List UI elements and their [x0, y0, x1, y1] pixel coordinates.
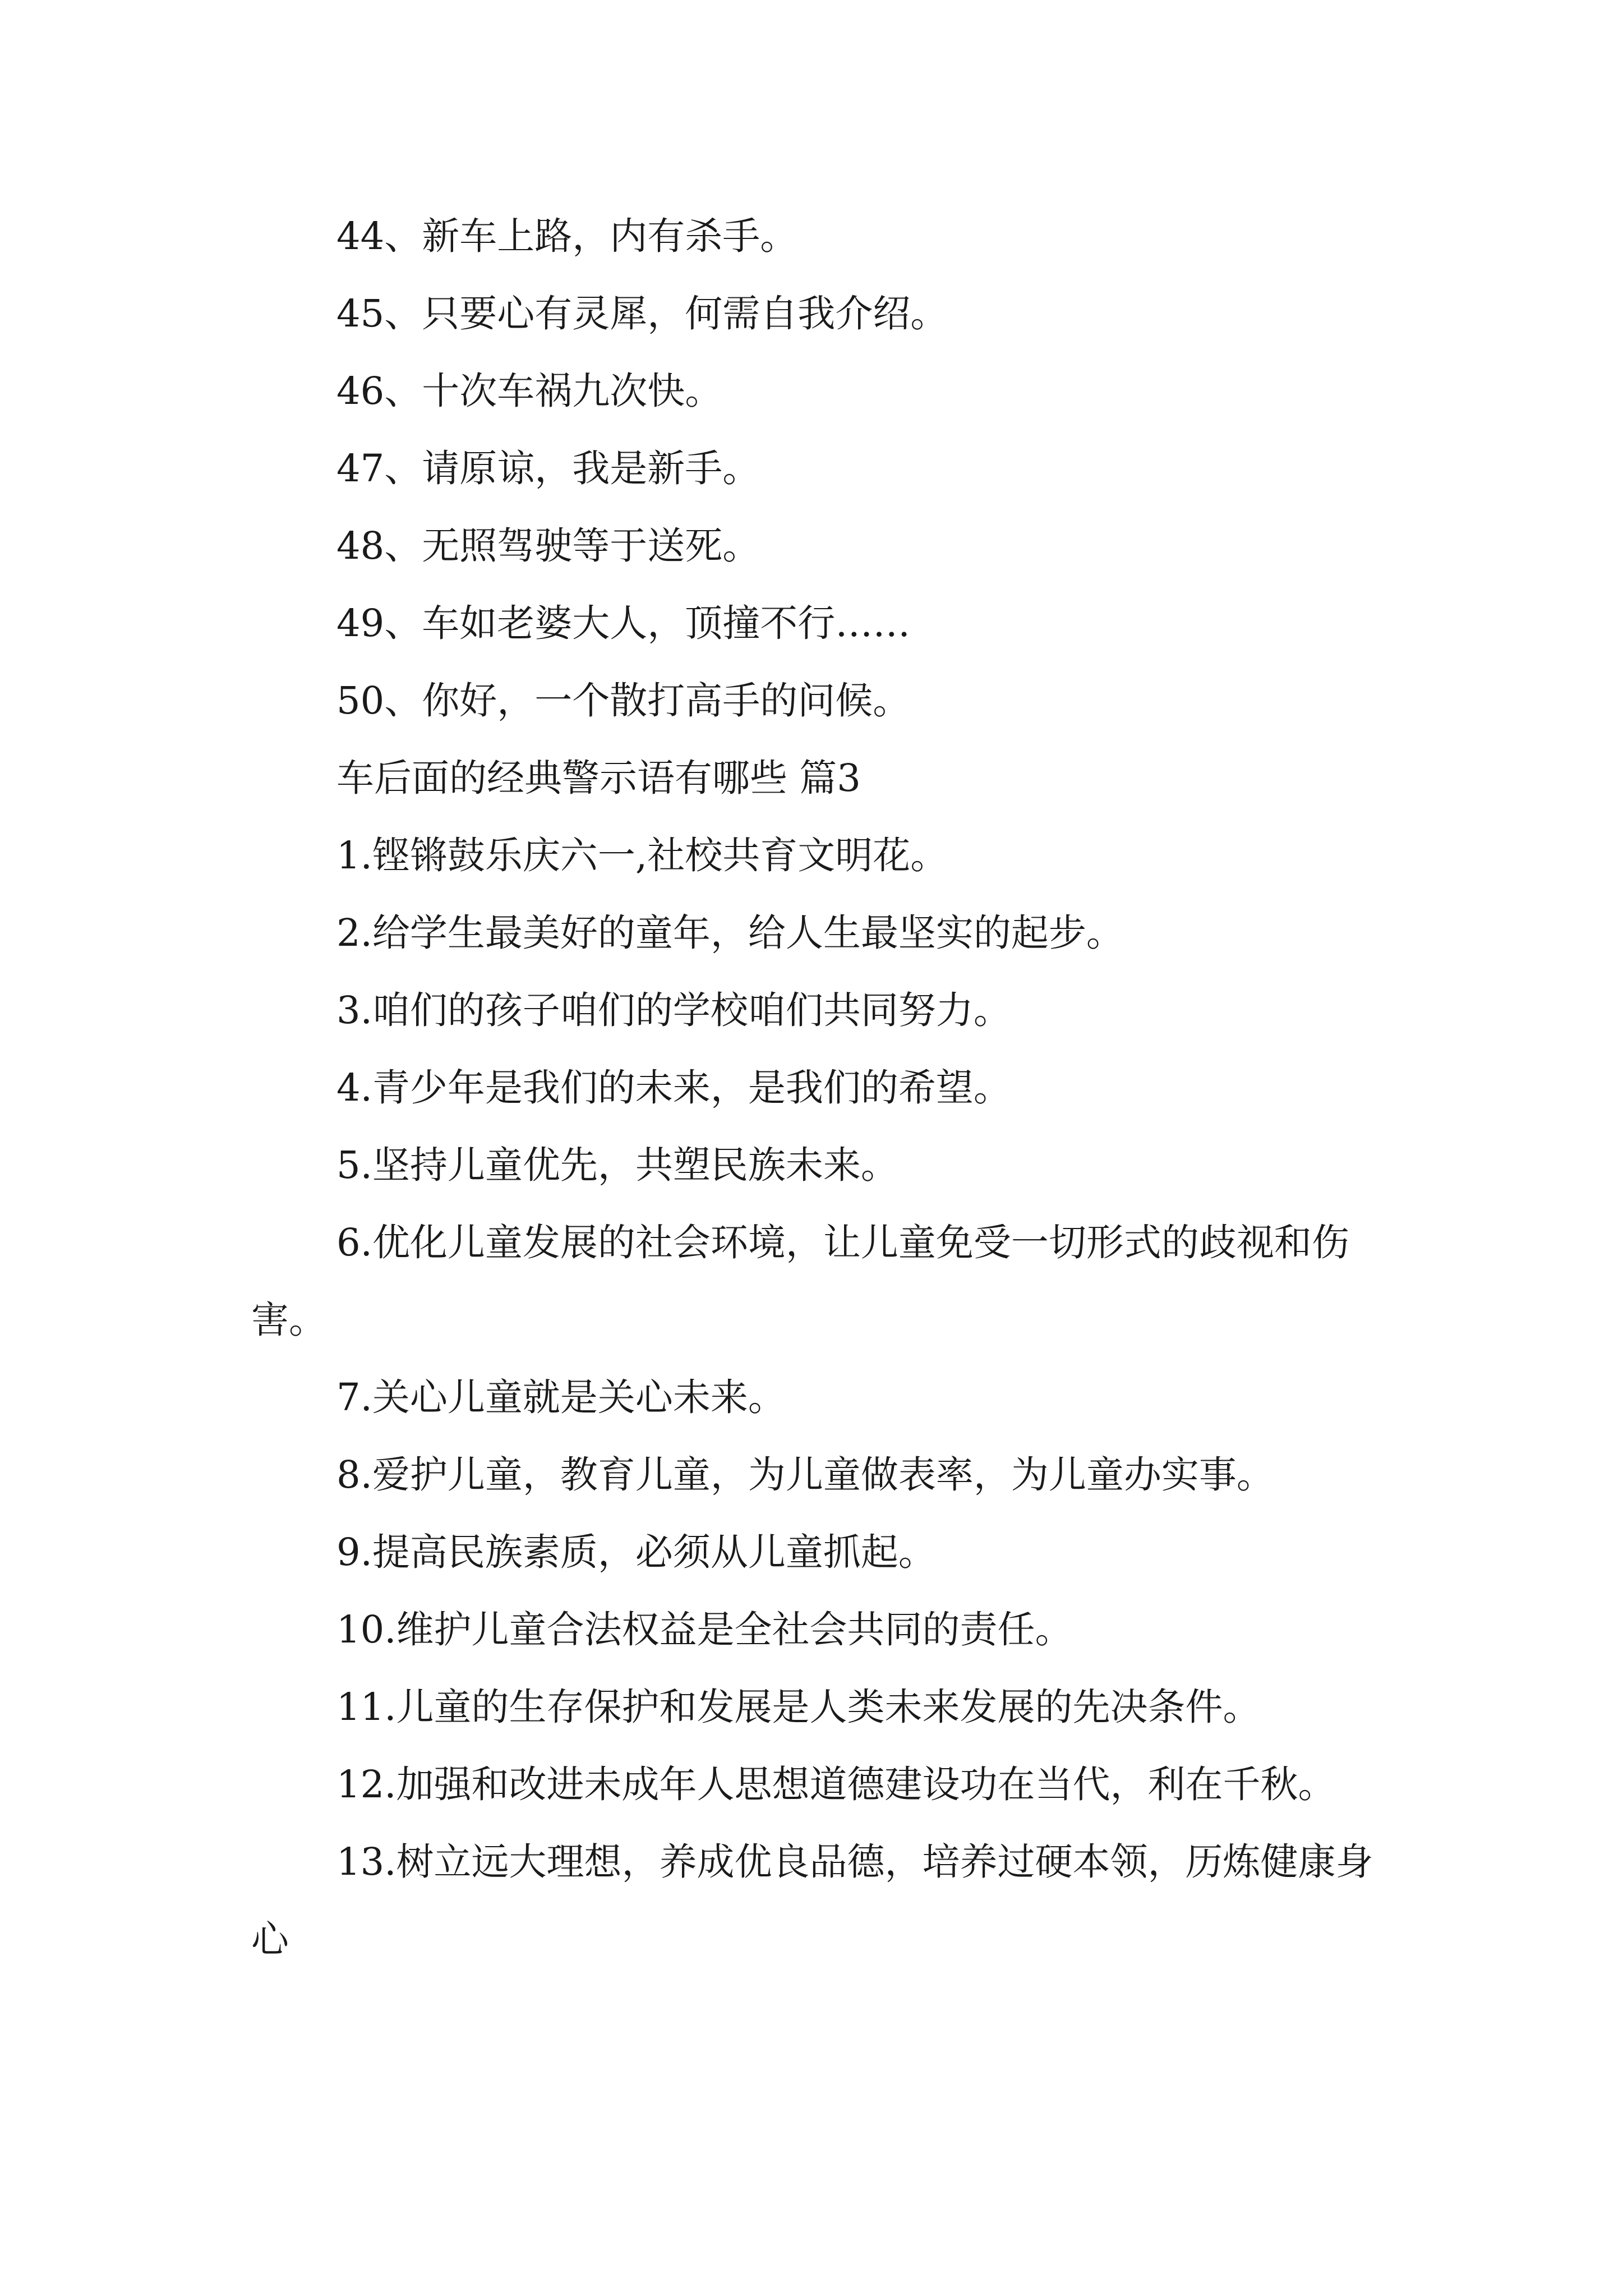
slogan-3: 3.咱们的孩子咱们的学校咱们共同努力。: [336, 988, 1011, 1032]
text-line-47: 47、请原谅，我是新手。: [336, 447, 760, 490]
slogan-5: 5.坚持儿童优先，共塑民族未来。: [336, 1143, 898, 1187]
document-body: [251, 197, 1390, 1978]
slogan-6: 6.优化儿童发展的社会环境，让儿童免受一切形式的歧视和伤害。: [251, 1221, 1349, 1342]
slogan-10: 10.维护儿童合法权益是全社会共同的责任。: [336, 1608, 1073, 1651]
slogan-12: 12.加强和改进未成年人思想道德建设功在当代，利在千秋。: [336, 1763, 1336, 1806]
slogan-11: 11.儿童的生存保护和发展是人类未来发展的先决条件。: [336, 1685, 1261, 1729]
slogan-4: 4.青少年是我们的未来，是我们的希望。: [336, 1066, 1011, 1110]
text-line-46: 46、十次车祸九次快。: [336, 369, 723, 413]
slogan-8: 8.爱护儿童，教育儿童，为儿童做表率，为儿童办实事。: [336, 1453, 1274, 1497]
slogan-13: 13.树立远大理想，养成优良品德，培养过硬本领，历炼健康身心: [251, 1840, 1373, 1961]
text-line-45: 45、只要心有灵犀，何需自我介绍。: [336, 292, 948, 335]
slogan-9: 9.提高民族素质，必须从儿童抓起。: [336, 1530, 936, 1574]
slogan-2: 2.给学生最美好的童年，给人生最坚实的起步。: [336, 911, 1124, 955]
text-line-44: 44、新车上路，内有杀手。: [336, 214, 798, 258]
section-heading: 车后面的经典警示语有哪些 篇3: [336, 756, 861, 800]
text-line-50: 50、你好，一个散打高手的问候。: [336, 679, 911, 723]
text-line-48: 48、无照驾驶等于送死。: [336, 524, 760, 568]
slogan-1: 1.铿锵鼓乐庆六一,社校共育文明花。: [336, 834, 948, 877]
text-line-49: 49、车如老婆大人，顶撞不行……: [336, 601, 911, 645]
slogan-7: 7.关心儿童就是关心未来。: [336, 1375, 786, 1419]
